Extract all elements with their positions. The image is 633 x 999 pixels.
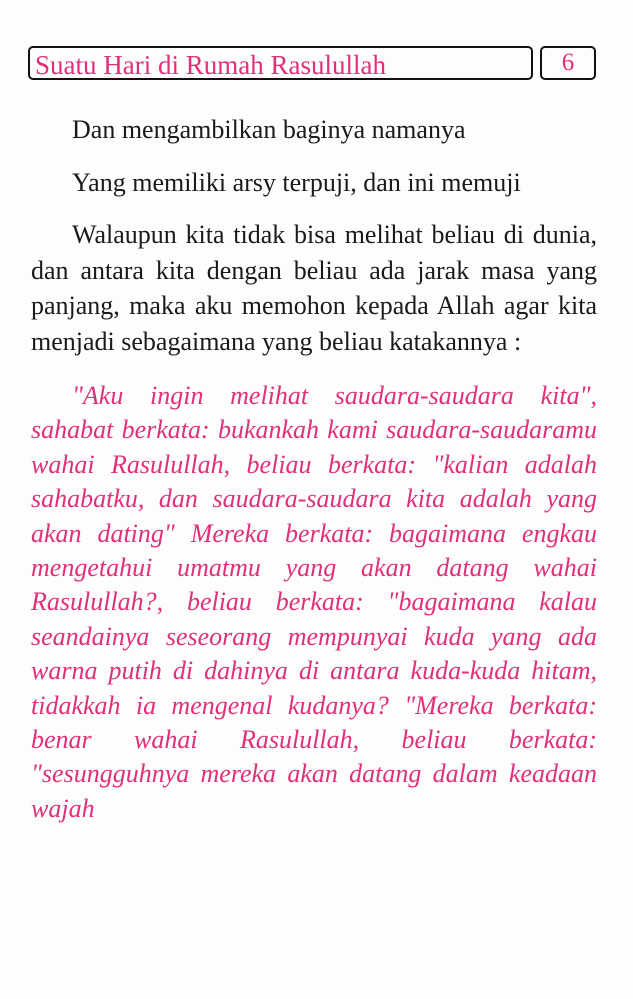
page-number: 6 (561, 49, 575, 76)
paragraph-1: Dan mengambilkan baginya namanya (72, 115, 466, 144)
page-content (31, 112, 597, 826)
header-title-box (28, 46, 533, 80)
header-page-box (540, 46, 596, 80)
paragraph-2: Yang memiliki arsy terpuji, dan ini memuji (72, 167, 521, 197)
hadith-quote: "Aku ingin melihat saudara-saudara kita", sahabat berkata: bukankah kami saudara-saudaramu wahai Rasulullah, beliau berkata: "kalian adalah sahabatku, dan saudara-saudara kita adalah yang akan dating" Mereka berkata: bagaimana engkau mengetahui umatmu yang akan datang wahai Rasulullah?, beliau berkata: "bagaimana kalau seandainya seseorang mempunyai kuda yang ada warna putih di dahinya di antara kuda-kuda hitam, tidakkah ia mengenal kudanya? "Mereka berkata: benar wahai Rasulullah, beliau berkata: "sesungguhnya mereka akan datang dalam keadaan wajah (31, 381, 597, 823)
chapter-title: Suatu Hari di Rumah Rasulullah (35, 50, 386, 80)
paragraph-3: Walaupun kita tidak bisa melihat beliau di dunia, dan antara kita dengan beliau ada jarak masa yang panjang, maka aku memohon kepada Allah agar kita menjadi sebagaimana yang beliau katakannya : (31, 220, 597, 356)
page-header (28, 46, 597, 82)
